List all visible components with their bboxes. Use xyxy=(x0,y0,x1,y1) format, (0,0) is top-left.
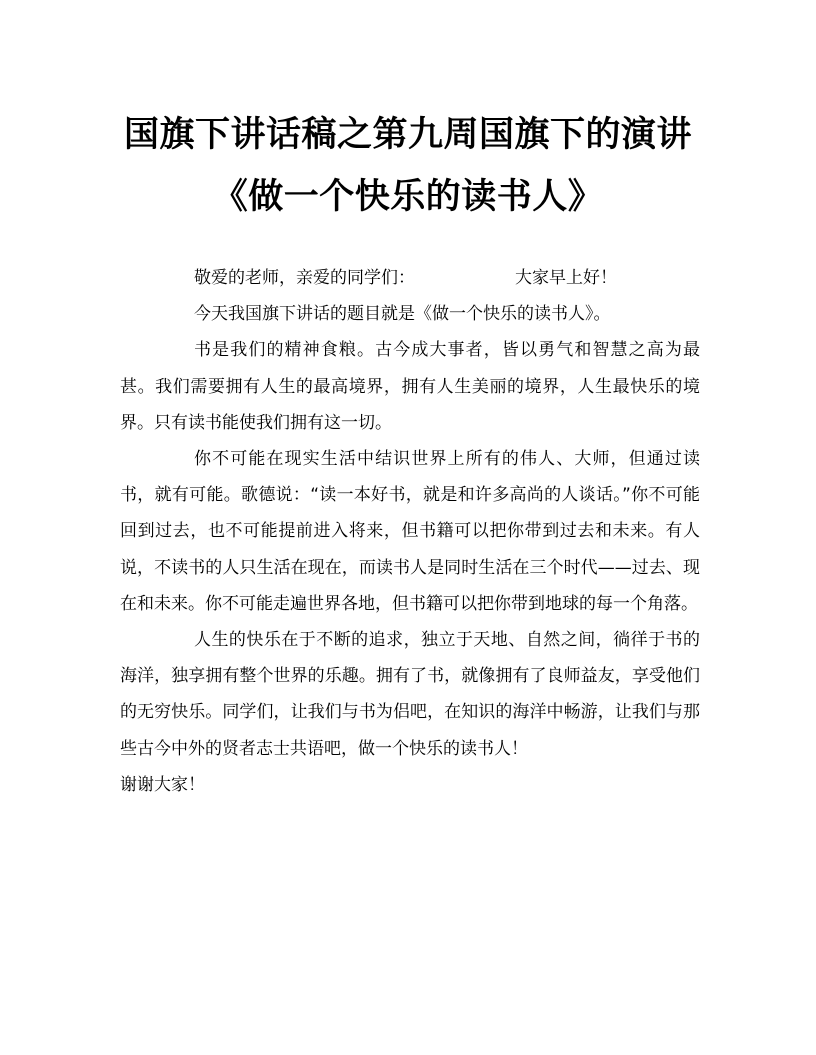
greeting-text: 敬爱的老师，亲爱的同学们： xyxy=(194,268,415,288)
document-title-line-2: 《做一个快乐的读书人》 xyxy=(212,176,604,217)
greeting-morning-text: 大家早上好！ xyxy=(515,268,617,288)
paragraph-happiness: 人生的快乐在于不断的追求，独立于天地、自然之间，徜徉于书的海洋，独享拥有整个世界的乐趣。拥有了书，就像拥有了良师益友，享受他们的无穷快乐。同学们，让我们与书为侣吧，在知识的海洋中畅游，让我们与那些古今中外的贤者志士共语吧，做一个快乐的读书人！ xyxy=(120,630,700,759)
closing-thanks: 谢谢大家！ xyxy=(120,774,205,795)
paragraph-spiritual-food: 书是我们的精神食粮。古今成大事者，皆以勇气和智慧之高为最甚。我们需要拥有人生的最高境界，拥有人生美丽的境界，人生最快乐的境界。只有读书能使我们拥有这一切。 xyxy=(120,340,700,433)
document-title-line-1: 国旗下讲话稿之第九周国旗下的演讲 xyxy=(123,114,692,155)
document-body xyxy=(120,260,700,803)
paragraph-great-people: 你不可能在现实生活中结识世界上所有的伟人、大师，但通过读书，就有可能。歌德说：“读一本好书，就是和许多高尚的人谈话。”你不可能回到过去，也不可能提前进入将来，但书籍可以把你带到过去和未来。有人说，不读书的人只生活在现在，而读书人是同时生活在三个时代——过去、现在和未来。你不可能走遍世界各地，但书籍可以把你带到地球的每一个角落。 xyxy=(120,449,700,614)
greeting-paragraph xyxy=(120,260,700,296)
paragraph-topic: 今天我国旗下讲话的题目就是《做一个快乐的读书人》。 xyxy=(194,304,611,325)
